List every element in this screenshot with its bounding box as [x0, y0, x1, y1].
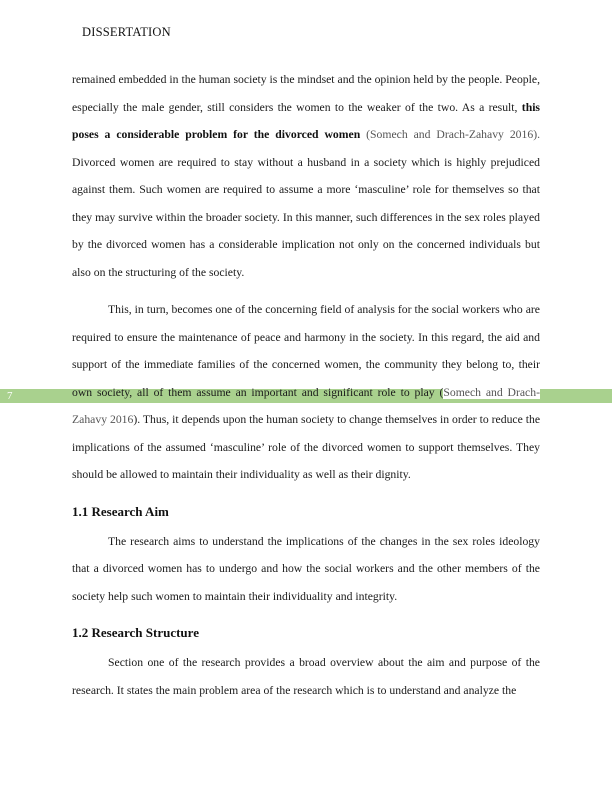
paragraph-research-structure: Section one of the research provides a broad overview about the aim and purpose of the research. It states the main problem area of the research which is to understand and analyze the [72, 656, 540, 697]
paragraph-research-aim: The research aims to understand the implications of the changes in the sex roles ideology that a divorced women has to undergo and how the social workers and the other members of the society help such women to maintain their individuality and integrity. [72, 534, 540, 603]
paragraph-2-text-b: ). Thus, it depends upon the human society to change themselves in order to reduce the implications of the assumed ‘masculine’ role of the divorced women to support themselves. They should be allowed to maintain their individuality as well as their dignity. [72, 413, 541, 481]
paragraph-2-text-a: This, in turn, becomes one of the concerning field of analysis for the social workers who are required to ensure the maintenance of peace and harmony in the society. In this regard, the aid and support of the immediate families of the concerned women, the community they belong to, their own society, all of them assume an important and significant role to play ( [72, 303, 540, 399]
body-text [72, 66, 540, 704]
bold-phrase: this poses a considerable problem for the divorced women [72, 100, 540, 141]
citation: Somech and Drach-Zahavy 2016 [72, 385, 540, 426]
section-heading-research-aim: 1.1 Research Aim [72, 503, 169, 519]
paragraph-2 [72, 296, 540, 489]
paragraph-1-text-b: Divorced women are required to stay without a husband in a society which is highly prejudiced against them. Such women are required to assume a more ‘masculine’ role for themselves so that they may survive within the broader society. In this manner, such differences in the sex roles played by the divorced women has a considerable implication not only on the concerned individuals but also on the structuring of the society. [72, 155, 540, 279]
section-heading-research-structure: 1.2 Research Structure [72, 625, 199, 640]
running-header: DISSERTATION [82, 25, 171, 39]
page-number: 7 [7, 390, 13, 402]
paragraph-1-text-a: remained embedded in the human society is the mindset and the opinion held by the people. People, especially the male gender, still considers the women to the weaker of the two. As a result, [72, 73, 540, 114]
citation: (Somech and Drach-Zahavy 2016). [366, 128, 541, 141]
paragraph-1 [72, 66, 540, 286]
